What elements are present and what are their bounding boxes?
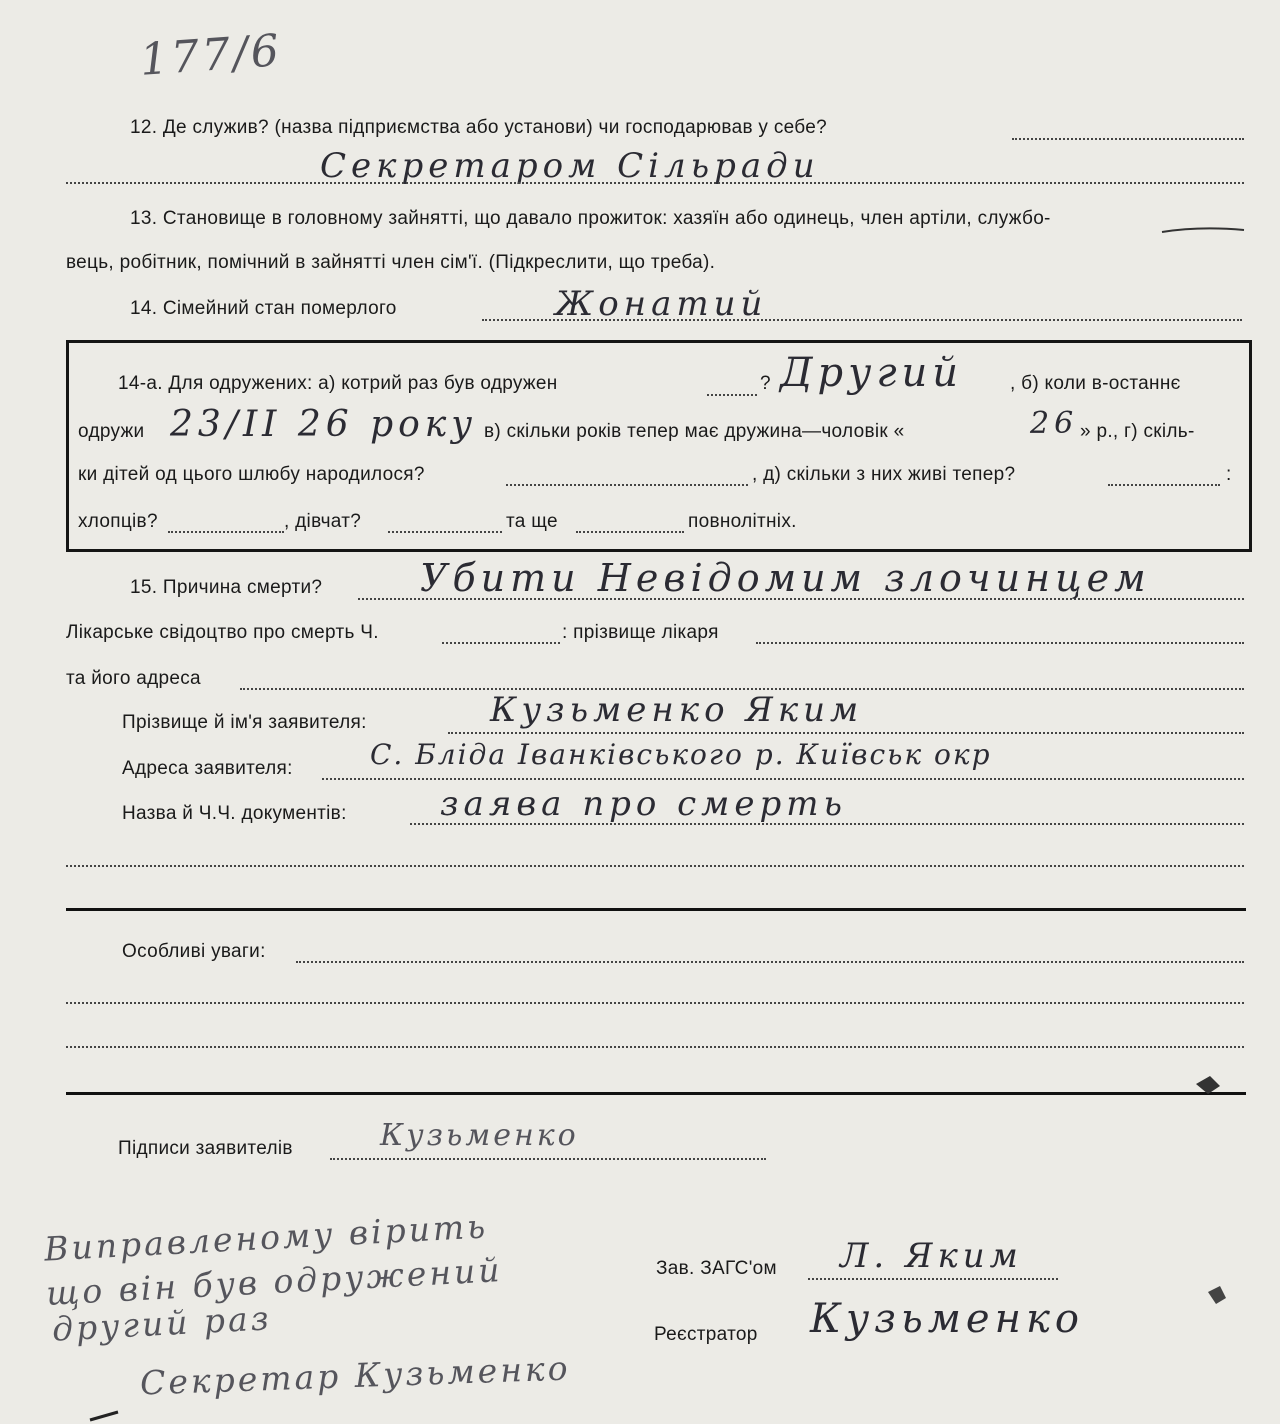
underline-mark bbox=[1162, 228, 1244, 232]
q14a-line3-label: ки дітей од цього шлюбу народилося? bbox=[78, 464, 425, 485]
applicant-name-label: Прізвище й ім'я заявителя: bbox=[122, 712, 367, 733]
q15-label: 15. Причина смерти? bbox=[130, 577, 323, 598]
doctor-label: : прізвище лікаря bbox=[562, 622, 719, 643]
medical-label: Лікарське свідоцтво про смерть Ч. bbox=[66, 622, 379, 643]
correction-note-line-3: другий раз bbox=[51, 1298, 273, 1349]
q14a-line1-b: , б) коли в-останнє bbox=[1010, 373, 1181, 394]
registrar-signature: Кузьменко bbox=[810, 1296, 1084, 1342]
q14a-line1-label: 14-а. Для одружених: а) котрий раз був одружен bbox=[118, 373, 558, 394]
head-signature: Л. Яким bbox=[840, 1236, 1023, 1276]
q12-label: 12. Де служив? (назва підприємства або установи) чи господарював у себе? bbox=[130, 117, 827, 138]
head-label: Зав. ЗАГС'ом bbox=[656, 1258, 777, 1279]
registrar-label: Реєстратор bbox=[654, 1324, 758, 1345]
corner-mark-3 bbox=[90, 1412, 118, 1420]
q15-answer: Убити Невідомим злочинцем bbox=[420, 556, 1151, 600]
documents-value: заява про смерть bbox=[440, 784, 848, 824]
q14a-line4-b: , дівчат? bbox=[284, 511, 362, 532]
q14a-line4-d: повнолітніх. bbox=[688, 511, 797, 532]
q14a-line2-age: 26 bbox=[1030, 406, 1079, 441]
q13-line1: 13. Становище в головному зайнятті, що давало прожиток: хазяїн або одинець, член артіли, службо- bbox=[130, 208, 1051, 229]
q14a-line2-label: одружи bbox=[78, 421, 145, 442]
remarks-label: Особливі уваги: bbox=[122, 941, 266, 962]
applicant-name-value: Кузьменко Яким bbox=[490, 690, 864, 730]
q14a-line2-answer: 23/ІІ 26 року bbox=[170, 404, 478, 445]
q14a-line2-c: » р., г) скіль- bbox=[1080, 421, 1195, 442]
q14a-line3-c: : bbox=[1226, 464, 1232, 485]
q14a-line4-c: та ще bbox=[506, 511, 558, 532]
applicant-address-value: С. Бліда Іванківського р. Київськ окр bbox=[370, 738, 992, 771]
signature-label: Підписи заявителів bbox=[118, 1138, 293, 1159]
corner-mark-1 bbox=[1196, 1076, 1220, 1094]
q14-answer: Жонатий bbox=[555, 284, 768, 324]
corner-mark-2 bbox=[1208, 1286, 1226, 1304]
signature-value: Кузьменко bbox=[380, 1118, 579, 1153]
applicant-address-label: Адреса заявителя: bbox=[122, 758, 293, 779]
correction-note-line-1: Виправленому вірить bbox=[43, 1206, 490, 1269]
q14a-line3-b: , д) скільки з них живі тепер? bbox=[752, 464, 1016, 485]
doctor-address-label: та його адреса bbox=[66, 668, 201, 689]
documents-label: Назва й Ч.Ч. документів: bbox=[122, 803, 347, 824]
q14a-line1-q: ? bbox=[760, 373, 771, 394]
correction-note-line-2: що він був одружений bbox=[45, 1250, 504, 1313]
q13-line2: вець, робітник, помічний в зайнятті член сім'ї. (Підкреслити, що треба). bbox=[66, 252, 716, 273]
q14a-line4-a: хлопців? bbox=[78, 511, 158, 532]
q14-label: 14. Сімейний стан померлого bbox=[130, 298, 397, 319]
q14a-line1-answer: Другий bbox=[780, 350, 964, 396]
q12-answer: Секретаром Сільради bbox=[320, 146, 820, 186]
archive-number: 177/6 bbox=[138, 25, 284, 86]
correction-note-line-4: Секретар Кузьменко bbox=[139, 1348, 572, 1403]
q14a-line2-b: в) скільки років тепер має дружина—чоловік « bbox=[484, 421, 905, 442]
